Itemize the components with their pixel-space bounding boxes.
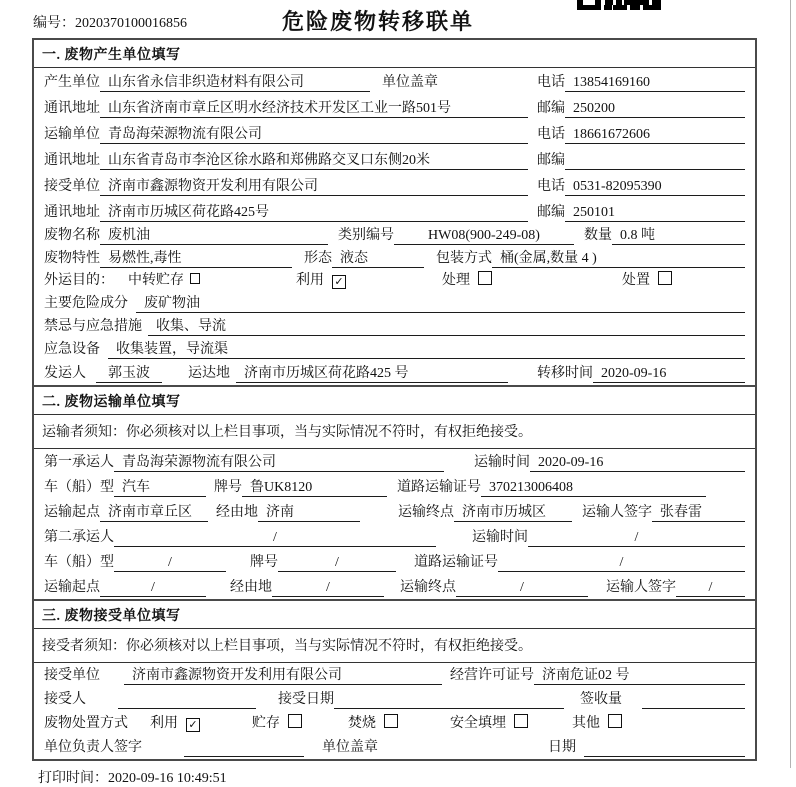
section-producer	[34, 40, 755, 385]
destination-value: 济南市历城区荷花路425 号	[236, 364, 508, 383]
checkbox-checked-icon: ✓	[332, 275, 346, 289]
row-producer	[34, 68, 755, 94]
disposal-label: 废物处置方式	[44, 716, 128, 731]
head-sign-value	[184, 738, 304, 757]
accept-unit-value: 济南市鑫源物资开发利用有限公司	[124, 666, 442, 685]
via-label: 经由地	[230, 580, 272, 595]
option-label: 利用	[296, 273, 324, 288]
transport-notice: 运输者须知：你必须核对以上栏目事项，当与实际情况不符时，有权拒绝接受。	[34, 415, 755, 449]
checkbox-checked-icon: ✓	[186, 718, 200, 732]
character-label: 废物特性	[44, 251, 100, 266]
receiver-value: 济南市鑫源物资开发利用有限公司	[100, 177, 528, 196]
date-value	[584, 738, 745, 757]
accept-date-value	[334, 690, 564, 709]
hazard-label: 主要危险成分	[44, 296, 128, 311]
road-permit-label: 道路运输证号	[414, 555, 498, 570]
origin1-value: 济南市章丘区	[100, 503, 208, 522]
acceptor-value	[118, 690, 256, 709]
row-carrier2	[34, 524, 755, 549]
row-route1	[34, 499, 755, 524]
section-producer-title: 一. 废物产生单位填写	[34, 40, 755, 68]
end-label: 运输终点	[398, 505, 454, 520]
quantity-value: 0.8 吨	[612, 226, 745, 245]
checkbox-icon	[608, 714, 622, 728]
serial-value: 2020370100016856	[75, 16, 187, 31]
checkbox-icon	[478, 271, 492, 285]
road-permit1-value: 370213006408	[481, 478, 706, 497]
row-producer-address	[34, 94, 755, 120]
shipper-value: 郭玉波	[96, 364, 162, 383]
purpose-option-transfer-storage	[128, 271, 200, 290]
print-time-label: 打印时间：	[38, 771, 108, 786]
origin-label: 运输起点	[44, 580, 100, 595]
carrier2-time-value: /	[528, 528, 745, 547]
disposal-option-incinerate	[348, 714, 398, 733]
hazard-value: 废矿物油	[136, 294, 745, 313]
sign2-value: /	[676, 578, 745, 597]
packing-label: 包装方式	[436, 251, 492, 266]
waste-name-label: 废物名称	[44, 228, 100, 243]
option-label: 焚烧	[348, 716, 376, 731]
transfer-time-value: 2020-09-16	[593, 364, 745, 383]
head-sign-label: 单位负责人签字	[44, 740, 142, 755]
section-transport	[34, 385, 755, 599]
print-time-value: 2020-09-16 10:49:51	[108, 771, 227, 786]
receiver-notice: 接受者须知：你必须核对以上栏目事项，当与实际情况不符时，有权拒绝接受。	[34, 629, 755, 663]
zip-label: 邮编	[537, 153, 565, 168]
end-label: 运输终点	[400, 580, 456, 595]
category-label: 类别编号	[338, 228, 394, 243]
checkbox-icon	[658, 271, 672, 285]
road-permit-label: 道路运输证号	[397, 480, 481, 495]
taboo-value: 收集、导流	[148, 317, 745, 336]
category-value: HW08(900-249-08)	[394, 226, 574, 245]
destination-label: 运达地	[188, 366, 230, 381]
producer-address-value: 山东省济南市章丘区明水经济技术开发区工业一路501号	[100, 99, 528, 118]
vehicle2-value: /	[114, 553, 226, 572]
carrier2-label: 第二承运人	[44, 530, 114, 545]
carrier1-value: 青岛海荣源物流有限公司	[114, 453, 444, 472]
checkbox-icon	[288, 714, 302, 728]
document-header	[0, 0, 796, 38]
receiver-label: 接受单位	[44, 179, 100, 194]
row-waste-name	[34, 224, 755, 247]
disposal-option-utilize	[150, 714, 200, 733]
shipper-label: 发运人	[44, 366, 86, 381]
purpose-label: 外运目的：	[44, 273, 114, 288]
phone-label: 电话	[537, 179, 565, 194]
vehicle-label: 车（船）型	[44, 555, 114, 570]
license-value: 济南危证02 号	[534, 666, 745, 685]
qr-code-fragment	[577, 0, 662, 11]
transporter-value: 青岛海荣源物流有限公司	[100, 125, 528, 144]
row-receiver-address	[34, 198, 755, 224]
row-route2	[34, 574, 755, 599]
phone-label: 电话	[537, 75, 565, 90]
serial-label: 编号：	[33, 16, 75, 31]
option-label: 利用	[150, 716, 178, 731]
plate2-value: /	[278, 553, 396, 572]
carrier1-time-value: 2020-09-16	[530, 453, 745, 472]
address-label: 通讯地址	[44, 101, 100, 116]
transporter-zip-value	[565, 151, 745, 170]
section-receiver	[34, 599, 755, 759]
producer-zip-value: 250200	[565, 99, 745, 118]
transporter-label: 运输单位	[44, 127, 100, 142]
plate-label: 牌号	[250, 555, 278, 570]
vehicle-label: 车（船）型	[44, 480, 114, 495]
receiver-address-value: 济南市历城区荷花路425号	[100, 203, 528, 222]
disposal-option-storage	[252, 714, 302, 733]
row-vehicle2	[34, 549, 755, 574]
accept-date-label: 接受日期	[278, 692, 334, 707]
disposal-option-landfill	[450, 714, 528, 733]
vehicle1-value: 汽车	[114, 478, 206, 497]
unit-seal-label: 单位盖章	[322, 740, 378, 755]
plate-label: 牌号	[214, 480, 242, 495]
transport-time-label: 运输时间	[474, 455, 530, 470]
row-shipper	[34, 361, 755, 385]
row-transporter	[34, 120, 755, 146]
address-label: 通讯地址	[44, 205, 100, 220]
purpose-option-utilize	[296, 271, 346, 290]
address-label: 通讯地址	[44, 153, 100, 168]
option-label: 贮存	[252, 716, 280, 731]
option-label: 安全填埋	[450, 716, 506, 731]
disposal-option-other	[572, 714, 622, 733]
carrier2-value: /	[114, 528, 436, 547]
row-transporter-address	[34, 146, 755, 172]
row-emergency-equipment	[34, 338, 755, 361]
via1-value: 济南	[258, 503, 360, 522]
print-time	[38, 767, 796, 787]
manifest-form	[32, 38, 757, 761]
via-label: 经由地	[216, 505, 258, 520]
row-head-signature	[34, 735, 755, 759]
transport-time-label: 运输时间	[472, 530, 528, 545]
seal-label: 单位盖章	[382, 75, 438, 90]
row-purpose	[34, 270, 755, 292]
equipment-value: 收集装置，导流渠	[108, 340, 745, 359]
checkbox-icon	[514, 714, 528, 728]
received-qty-label: 签收量	[580, 692, 622, 707]
origin2-value: /	[100, 578, 206, 597]
waste-name-value: 废机油	[100, 226, 328, 245]
acceptor-label: 接受人	[44, 692, 86, 707]
purpose-option-treat	[442, 271, 492, 290]
row-waste-character	[34, 247, 755, 270]
checkbox-icon	[384, 714, 398, 728]
via2-value: /	[272, 578, 384, 597]
row-hazard	[34, 292, 755, 315]
row-vehicle1	[34, 474, 755, 499]
section-receiver-title: 三. 废物接受单位填写	[34, 601, 755, 629]
row-carrier1	[34, 449, 755, 474]
row-taboo	[34, 315, 755, 338]
row-acceptor	[34, 687, 755, 711]
end2-value: /	[456, 578, 588, 597]
receiver-zip-value: 250101	[565, 203, 745, 222]
end1-value: 济南市历城区	[454, 503, 572, 522]
packing-value: 桶(金属,数量 4 )	[492, 249, 745, 268]
transporter-phone-value: 18661672606	[565, 125, 745, 144]
sign-label: 运输人签字	[606, 580, 676, 595]
option-label: 处理	[442, 273, 470, 288]
option-label: 中转贮存	[128, 273, 184, 288]
row-accept-unit	[34, 663, 755, 687]
page-title: 危险废物转移联单	[281, 9, 474, 34]
sign-label: 运输人签字	[582, 505, 652, 520]
option-label: 其他	[572, 716, 600, 731]
producer-phone-value: 13854169160	[565, 73, 745, 92]
phone-label: 电话	[537, 127, 565, 142]
zip-label: 邮编	[537, 205, 565, 220]
section-transport-title: 二. 废物运输单位填写	[34, 387, 755, 415]
sign1-value: 张春雷	[652, 503, 745, 522]
plate1-value: 鲁UK8120	[242, 478, 387, 497]
character-value: 易燃性,毒性	[100, 249, 292, 268]
taboo-label: 禁忌与应急措施	[44, 319, 142, 334]
producer-value: 山东省永信非织造材料有限公司	[100, 73, 370, 92]
checkbox-icon	[190, 273, 200, 284]
origin-label: 运输起点	[44, 505, 100, 520]
producer-label: 产生单位	[44, 75, 100, 90]
row-disposal	[34, 711, 755, 735]
transporter-address-value: 山东省青岛市李沧区徐水路和郑佛路交叉口东侧20米	[100, 151, 528, 170]
form-label: 形态	[304, 251, 332, 266]
form-value: 液态	[332, 249, 424, 268]
carrier1-label: 第一承运人	[44, 455, 114, 470]
equipment-label: 应急设备	[44, 342, 100, 357]
transfer-time-label: 转移时间	[537, 366, 593, 381]
receiver-phone-value: 0531-82095390	[565, 177, 745, 196]
date-label: 日期	[548, 740, 576, 755]
license-label: 经营许可证号	[450, 668, 534, 683]
zip-label: 邮编	[537, 101, 565, 116]
quantity-label: 数量	[584, 228, 612, 243]
row-receiver	[34, 172, 755, 198]
accept-unit-label: 接受单位	[44, 668, 100, 683]
received-qty-value	[642, 690, 745, 709]
option-label: 处置	[622, 273, 650, 288]
purpose-option-dispose	[622, 271, 672, 290]
road-permit2-value: /	[498, 553, 745, 572]
page-edge-line	[790, 0, 791, 768]
